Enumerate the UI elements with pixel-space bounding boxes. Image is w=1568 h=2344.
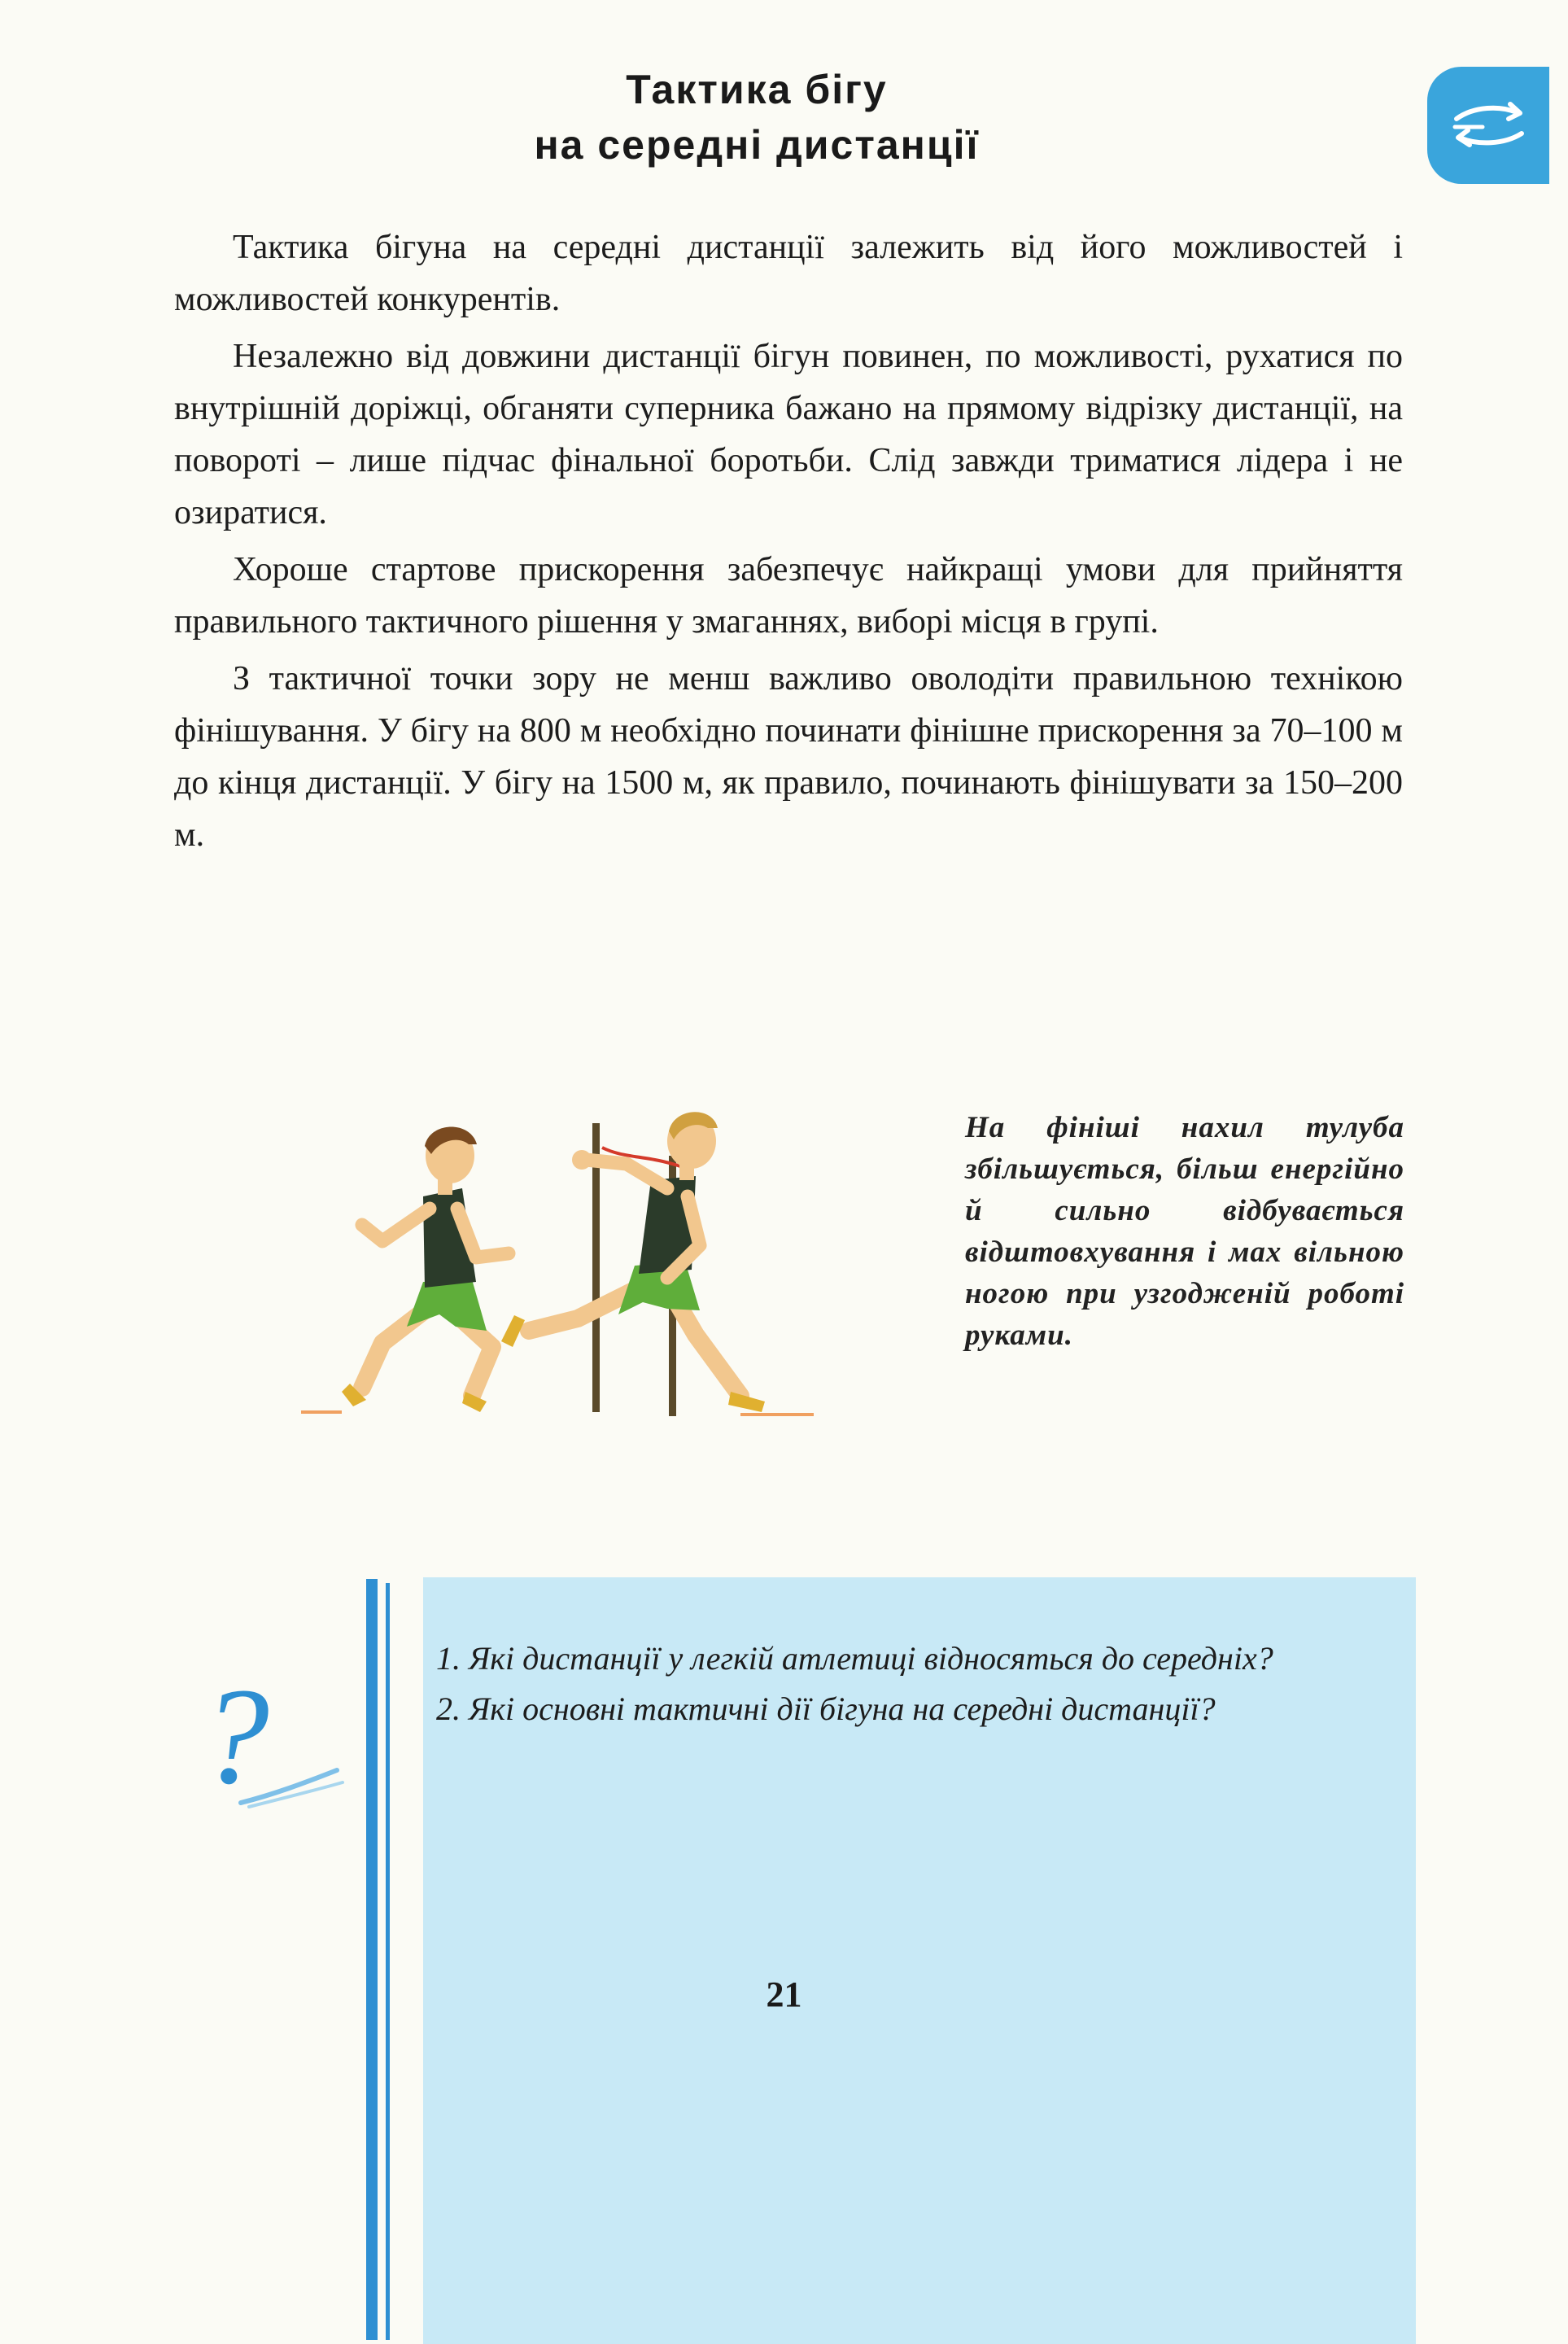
figure-caption: На фініші нахил тулуба збільшується, більш енергійно й сильно відбувається відштовхування і мах вільною ногою при узгодженій роботі руками. — [965, 1111, 1404, 1352]
title-line-1: Тактика бігу — [626, 67, 888, 112]
section-tab — [1427, 67, 1549, 184]
questions-bar — [366, 1579, 378, 2340]
questions-bar-thin — [386, 1583, 390, 2340]
paragraph-3: Хороше стартове прискорення забезпечує найкращі умови для прийняття правильного тактичного рішення у змаганнях, виборі місця в групі. — [174, 551, 1403, 641]
finish-line-illustration — [285, 1066, 838, 1424]
question-item: 2. Які основні тактичні дії бігуна на середні дистанції? — [436, 1690, 1216, 1727]
body-text — [174, 221, 1403, 866]
question-mark-icon — [192, 1660, 355, 1823]
question-item: 1. Які дистанції у легкій атлетиці відносяться до середніх? — [436, 1640, 1273, 1677]
runner-figure-1 — [342, 1126, 509, 1412]
page-number: 21 — [766, 1974, 802, 2014]
paragraph-1: Тактика бігуна на середні дистанції залежить від його можливостей і можливостей конкурентів. — [174, 229, 1403, 318]
title-line-2: на середні дистанції — [534, 122, 980, 168]
paragraph-4: З тактичної точки зору не менш важливо оволодіти правильною технікою фінішування. У бігу на 800 м необхідно починати фінішне прискорення за 70–100 м до кінця дистанції. У бігу на 1500 м, як правило, починають фінішувати за 150–200 м. — [174, 660, 1403, 854]
exchange-arrows-icon — [1450, 94, 1528, 156]
questions-list — [436, 1636, 1396, 1737]
page-title — [325, 62, 1188, 173]
paragraph-2: Незалежно від довжини дистанції бігун повинен, по можливості, рухатися по внутрішній доріжці, обганяти суперника бажано на прямому відрізку дистанції, на повороті – лише підчас фінальної боротьби. Слід завжди триматися лідера і не озиратися. — [174, 338, 1403, 531]
svg-text:?: ? — [200, 1660, 269, 1813]
